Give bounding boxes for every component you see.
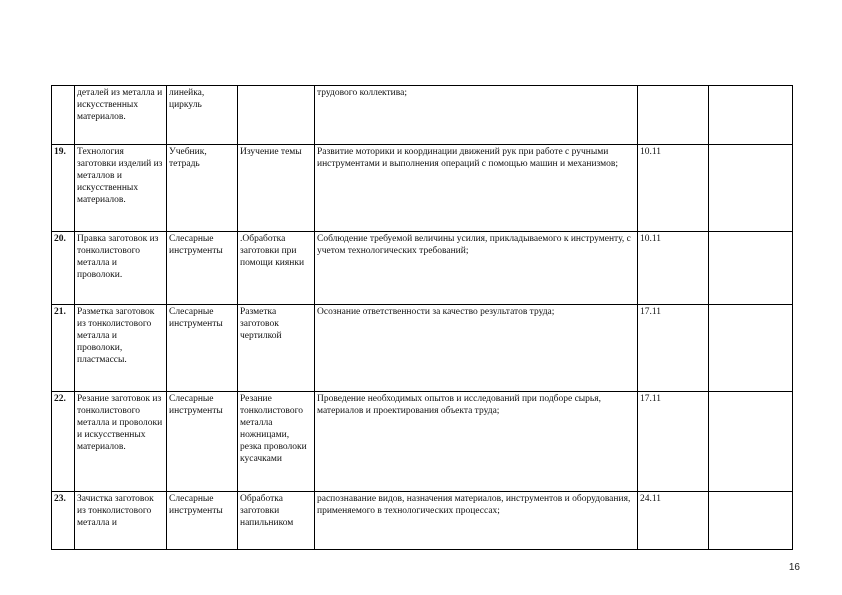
lesson-date: 10.11 [638,145,709,232]
lesson-result: распознавание видов, назначения материалов, инструментов и оборудования, применяемого в технологических процессах; [315,492,638,550]
table-row [52,86,793,145]
lesson-note [709,492,793,550]
page-number: 16 [788,562,800,573]
lesson-date: 17.11 [638,392,709,492]
lesson-equipment: Слесарные инструменты [167,232,238,305]
table-row [52,232,793,305]
lesson-plan-table [51,85,793,550]
table-row [52,492,793,550]
lesson-activity: Резание тонколистового металла ножницами, резка проволоки кусачками [238,392,315,492]
table-row [52,392,793,492]
lesson-note [709,145,793,232]
lesson-topic: Резание заготовок из тонколистового металла и проволоки и искусственных материалов. [75,392,167,492]
lesson-note [709,86,793,145]
lesson-topic: Зачистка заготовок из тонколистового металла и [75,492,167,550]
table-row [52,145,793,232]
lesson-equipment: Слесарные инструменты [167,305,238,392]
row-number: 19. [52,145,75,232]
lesson-topic: деталей из металла и искусственных материалов. [75,86,167,145]
table-row [52,305,793,392]
row-number: 20. [52,232,75,305]
lesson-activity [238,86,315,145]
lesson-result: трудового коллектива; [315,86,638,145]
lesson-topic: Правка заготовок из тонколистового металла и проволоки. [75,232,167,305]
row-number: 23. [52,492,75,550]
lesson-result: Осознание ответственности за качество результатов труда; [315,305,638,392]
lesson-equipment: Учебник, тетрадь [167,145,238,232]
row-number [52,86,75,145]
lesson-date: 10.11 [638,232,709,305]
lesson-note [709,392,793,492]
row-number: 21. [52,305,75,392]
lesson-activity: Обработка заготовки напильником [238,492,315,550]
lesson-equipment: Слесарные инструменты [167,392,238,492]
lesson-date [638,86,709,145]
lesson-date: 17.11 [638,305,709,392]
row-number: 22. [52,392,75,492]
lesson-activity: .Обработка заготовки при помощи киянки [238,232,315,305]
lesson-result: Развитие моторики и координации движений рук при работе с ручными инструментами и выполнения операций с помощью машин и механизмов; [315,145,638,232]
lesson-note [709,305,793,392]
lesson-topic: Разметка заготовок из тонколистового металла и проволоки, пластмассы. [75,305,167,392]
lesson-equipment: линейка, циркуль [167,86,238,145]
lesson-topic: Технология заготовки изделий из металлов и искусственных материалов. [75,145,167,232]
lesson-activity: Изучение темы [238,145,315,232]
lesson-result: Проведение необходимых опытов и исследований при подборе сырья, материалов и проектирования объекта труда; [315,392,638,492]
lesson-date: 24.11 [638,492,709,550]
lesson-equipment: Слесарные инструменты [167,492,238,550]
lesson-activity: Разметка заготовок чертилкой [238,305,315,392]
lesson-result: Соблюдение требуемой величины усилия, прикладываемого к инструменту, с учетом технологических требований; [315,232,638,305]
lesson-note [709,232,793,305]
